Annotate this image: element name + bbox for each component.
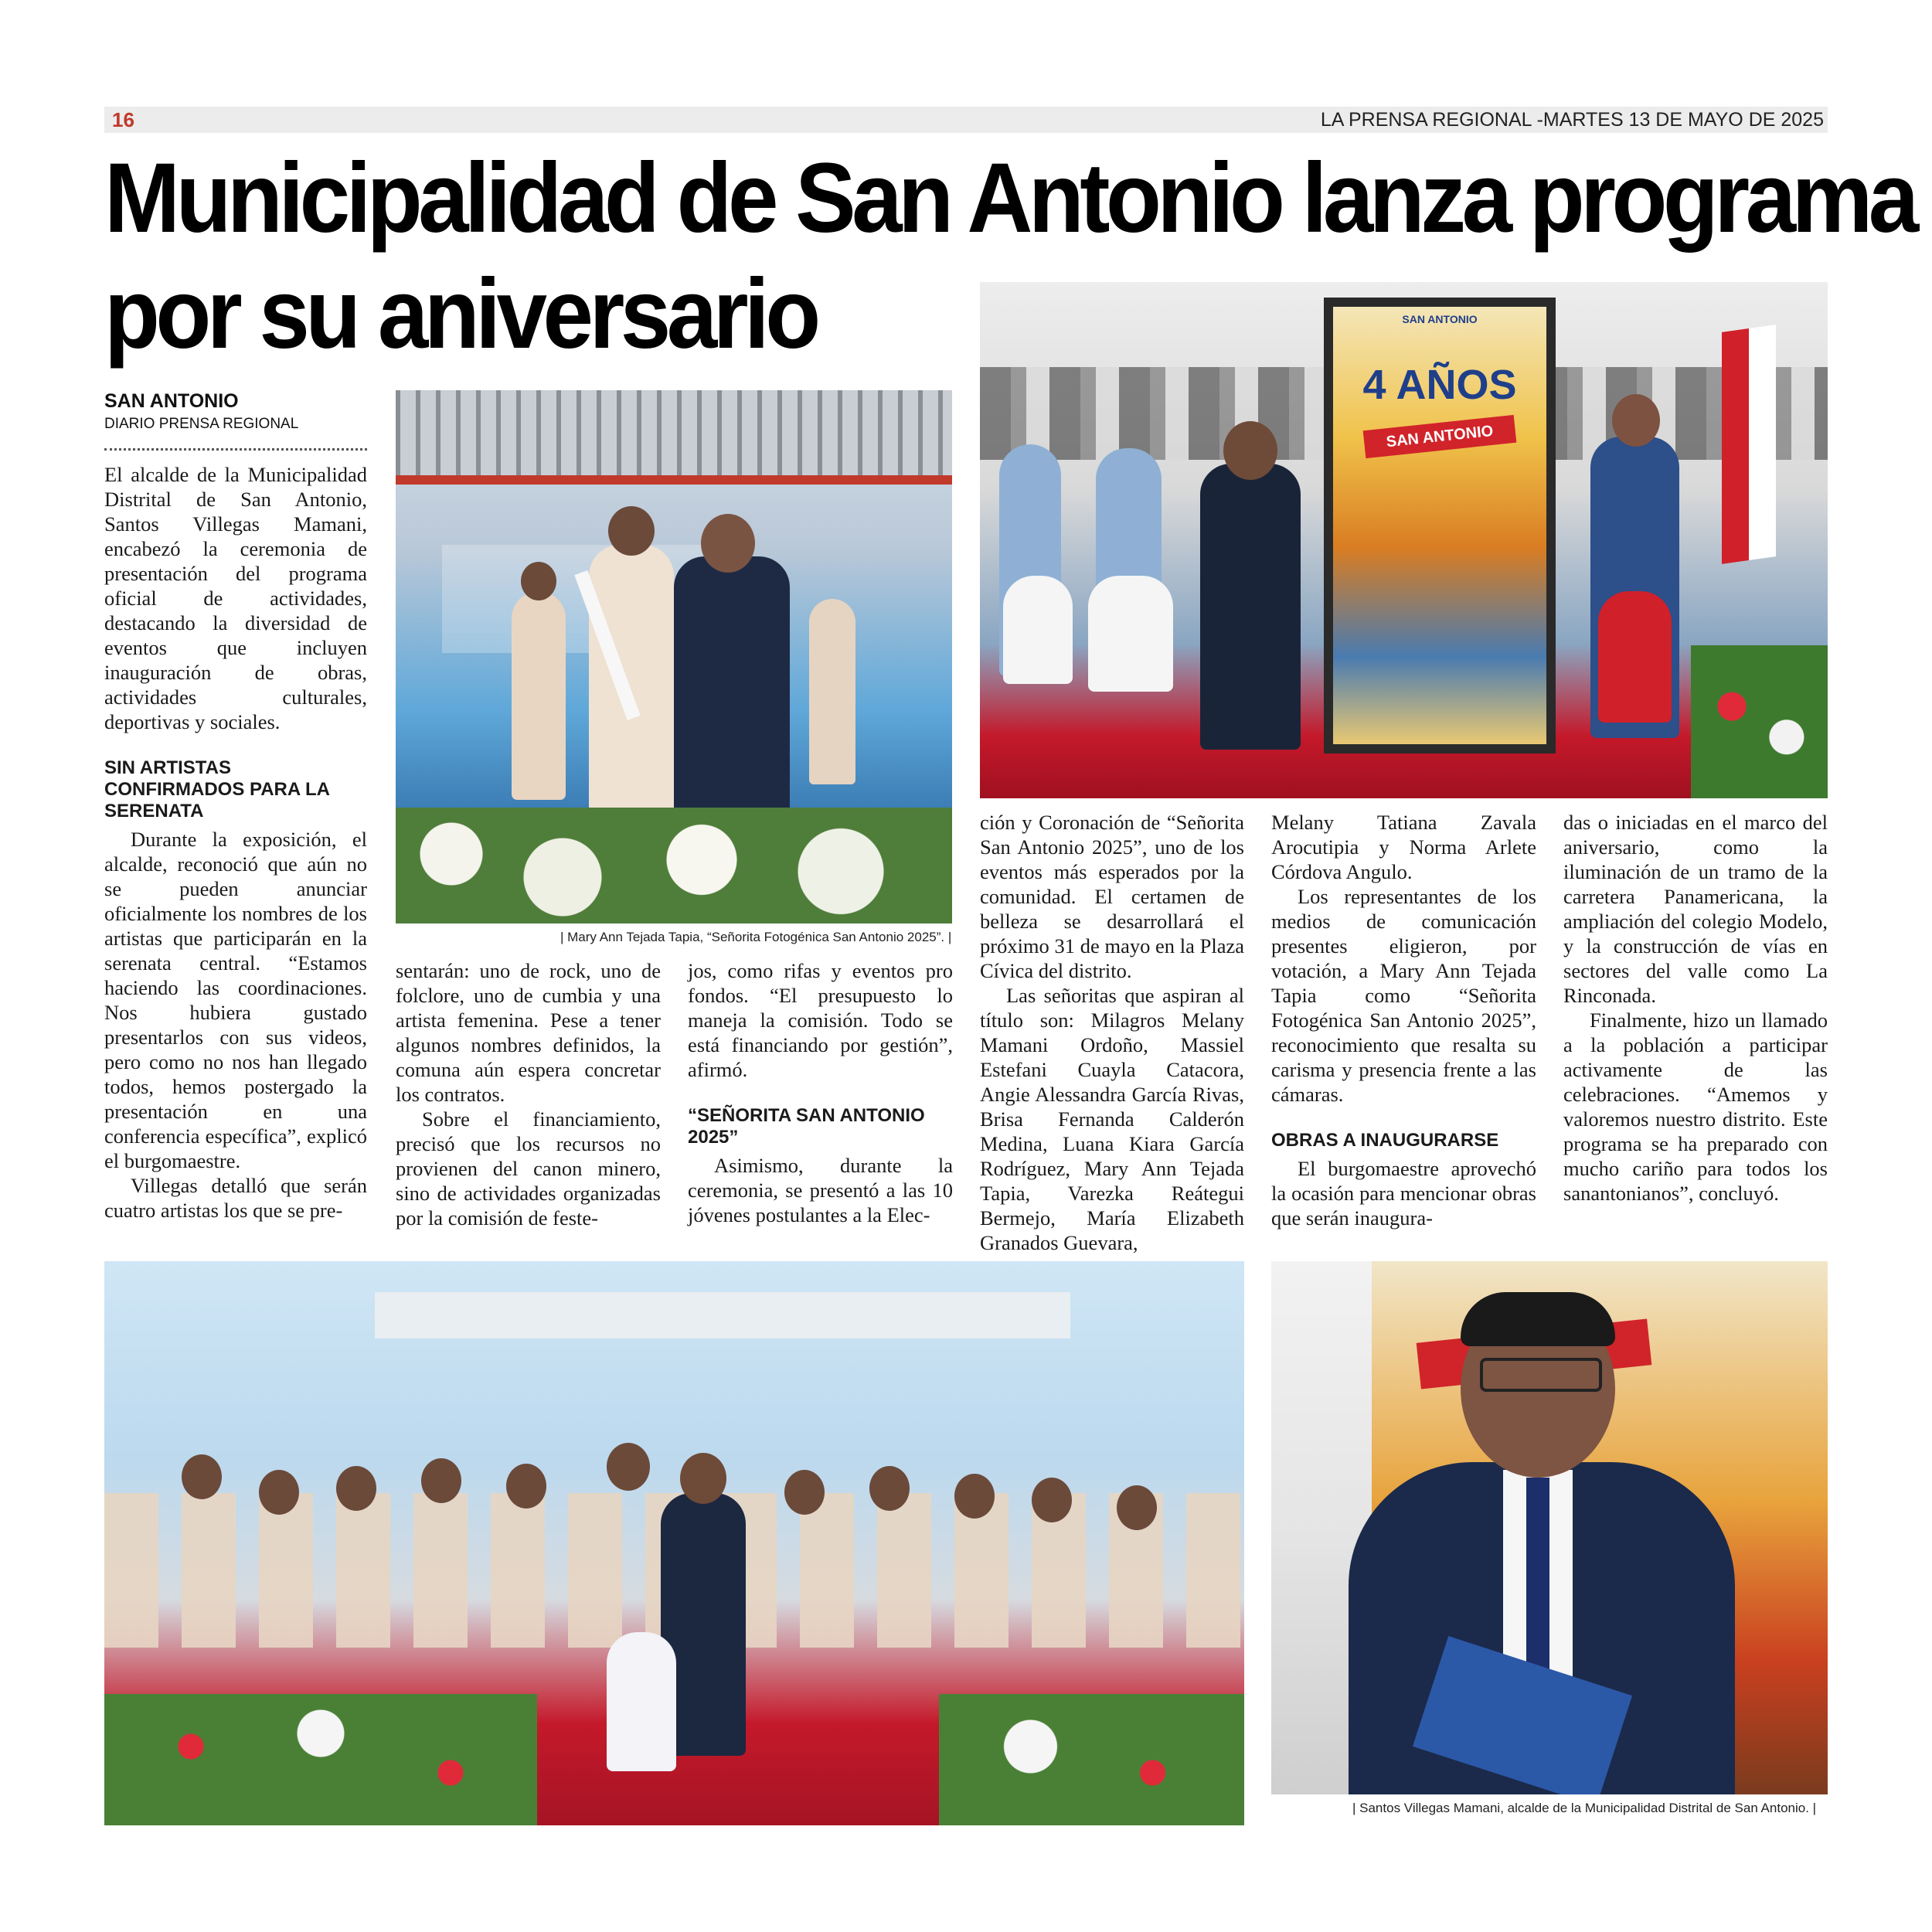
- contestant-head: [784, 1470, 825, 1515]
- poster-subtitle: SAN ANTONIO: [1363, 415, 1517, 458]
- stage-canopy: [375, 1292, 1070, 1338]
- article-column-4: [980, 810, 1244, 1255]
- paragraph: ción y Coronación de “Señorita San Antonio 2025”, uno de los eventos más esperados por la comunidad. El certamen de belleza se desarrollará el próximo 31 de mayo en la Plaza Cívica del distrito.: [980, 811, 1244, 982]
- paragraph: Los representantes de los medios de comunicación presentes eligieron, por votación, a Mary Ann Tejada Tapia como “Señorita Fotogénica San Antonio 2025”, reconocimiento que resalta su carisma y presencia frente a las cámaras.: [1271, 885, 1536, 1106]
- paragraph: Las señoritas que aspiran al título son: Milagros Melany Mamani Ordoño, Massiel Estefani Cuayla Catacora, Angie Alessandra García Rivas, Brisa Fernanda Calderón Medina, Luana Kiara García Rodríguez, Mary Ann Tejada Tapia, Varezka Reátegui Bermejo, María Elizabeth Granados Guevara,: [980, 984, 1244, 1254]
- byline-divider: [104, 448, 367, 451]
- poster-title: 4 AÑOS: [1362, 362, 1517, 408]
- flower-arrangement: [104, 1694, 537, 1825]
- contestant-figure: [809, 599, 855, 784]
- contestant-head: [869, 1466, 910, 1511]
- paragraph: das o iniciadas en el marco del aniversario, como la iluminación de un tramo de la carretera Panamericana, la ampliación del colegio Modelo, y la construcción de vías en sectores del valle como La Rinconada.: [1563, 811, 1828, 1007]
- article-column-6: [1563, 810, 1828, 1206]
- paragraph: Sobre el financiamiento, precisó que los recursos no provienen del canon minero, sino de actividades organizadas por la comisión de feste-: [396, 1107, 661, 1230]
- contestant-head: [521, 562, 556, 600]
- paragraph: El burgomaestre aprovechó la ocasión para mencionar obras que serán inaugura-: [1271, 1157, 1536, 1230]
- photo-mayor-portrait: [1271, 1261, 1828, 1794]
- subheading: OBRAS A INAUGURARSE: [1271, 1130, 1499, 1151]
- glasses-icon: [1480, 1358, 1602, 1392]
- mayor-head: [1223, 421, 1277, 480]
- anniversary-poster: [1333, 307, 1546, 744]
- headline-line-2: por su aniversario: [104, 259, 817, 369]
- article-column-3: [688, 958, 953, 1227]
- paragraph: sentarán: uno de rock, uno de folclore, uno de cumbia y una artista femenina. Pese a tener algunos nombres definidos, la comuna aún espera concretar los contratos.: [396, 959, 661, 1106]
- flower-arrangement: [1691, 645, 1828, 798]
- queen-figure: [589, 545, 674, 815]
- headline-line-1: Municipalidad de San Antonio lanza programa: [104, 143, 1915, 253]
- mayor-figure: [1200, 464, 1301, 750]
- article-column-2: [396, 958, 661, 1230]
- article-column-1: [104, 462, 367, 1223]
- roof-structure: [396, 390, 952, 475]
- soldier-head: [1612, 394, 1660, 447]
- paragraph: Villegas detalló que serán cuatro artistas los que se pre-: [104, 1174, 367, 1222]
- mayor-hair: [1461, 1292, 1615, 1346]
- mayor-head: [680, 1453, 726, 1504]
- subheading: SIN ARTISTAS CONFIRMADOS PARA LA SERENATA: [104, 757, 330, 821]
- paragraph: Durante la exposición, el alcalde, reconoció que aún no se pueden anunciar oficialmente los nombres de los artistas que participarán en la serenata central. “Estamos haciendo las coordinaciones. Nos hubiera gustado presentarlos con sus videos, pero como no nos han llegado todos, hemos postergado la presentación en una conferencia específica”, explicó el burgomaestre.: [104, 828, 367, 1172]
- flag: [1722, 325, 1776, 564]
- byline-source: DIARIO PRENSA REGIONAL: [104, 416, 299, 432]
- paragraph: Asimismo, durante la ceremonia, se presentó a las 10 jóvenes postulantes a la Elec-: [688, 1154, 953, 1226]
- flower-arrangement: [939, 1694, 1244, 1825]
- dancer-skirt: [1088, 576, 1173, 692]
- dancer-skirt: [1003, 576, 1073, 684]
- child-figure: [607, 1632, 676, 1771]
- byline-place: SAN ANTONIO: [104, 390, 239, 412]
- page-number: 16: [112, 108, 134, 131]
- masthead: LA PRENSA REGIONAL -MARTES 13 DE MAYO DE 2025: [1320, 109, 1824, 131]
- contestant-figure: [512, 591, 566, 800]
- poster-stand: [1324, 298, 1556, 753]
- contestant-head: [182, 1454, 222, 1499]
- contestant-head: [506, 1464, 546, 1509]
- queen-head: [608, 506, 655, 556]
- photo-caption: | Mary Ann Tejada Tapia, “Señorita Fotogénica San Antonio 2025”. |: [560, 930, 952, 944]
- subheading: “SEÑORITA SAN ANTONIO 2025”: [688, 1105, 925, 1148]
- photo-contestants-group: [104, 1261, 1244, 1825]
- photo-queen-and-mayor: [396, 390, 952, 923]
- contestant-head: [421, 1458, 461, 1503]
- paragraph: El alcalde de la Municipalidad Distrital de San Antonio, Santos Villegas Mamani, encabezó la ceremonia de presentación del programa oficial de actividades, destacando la diversidad de eventos que incluyen inauguración de obras, actividades culturales, deportivas y sociales.: [104, 463, 367, 733]
- queen-head: [607, 1443, 650, 1491]
- soldier-trousers: [1598, 591, 1672, 723]
- contestant-head: [1032, 1478, 1072, 1522]
- mayor-figure: [674, 556, 790, 835]
- photo-caption: | Santos Villegas Mamani, alcalde de la Municipalidad Distrital de San Antonio. |: [1352, 1801, 1817, 1815]
- poster-logo: SAN ANTONIO: [1402, 313, 1478, 325]
- photo-poster-presentation: [980, 282, 1828, 798]
- mayor-head: [701, 514, 755, 573]
- paragraph: Finalmente, hizo un llamado a la población a participar activamente de las celebraciones. “Amemos y valoremos nuestro distrito. Este programa se ha preparado con mucho cariño para todos los sanantonianos”, concluyó.: [1563, 1009, 1828, 1205]
- contestant-head: [954, 1474, 995, 1519]
- contestant-head: [1117, 1485, 1157, 1530]
- paragraph: jos, como rifas y eventos pro fondos. “El presupuesto lo maneja la comisión. Todo se está financiando por gestión”, afirmó.: [688, 959, 953, 1081]
- roof-beam: [396, 475, 952, 485]
- flower-arrangement: [396, 808, 952, 923]
- contestant-head: [336, 1466, 376, 1511]
- contestant-head: [259, 1470, 299, 1515]
- mayor-tie: [1526, 1478, 1549, 1679]
- article-column-5: [1271, 810, 1536, 1230]
- paragraph: Melany Tatiana Zavala Arocutipia y Norma Arlete Córdova Angulo.: [1271, 811, 1536, 883]
